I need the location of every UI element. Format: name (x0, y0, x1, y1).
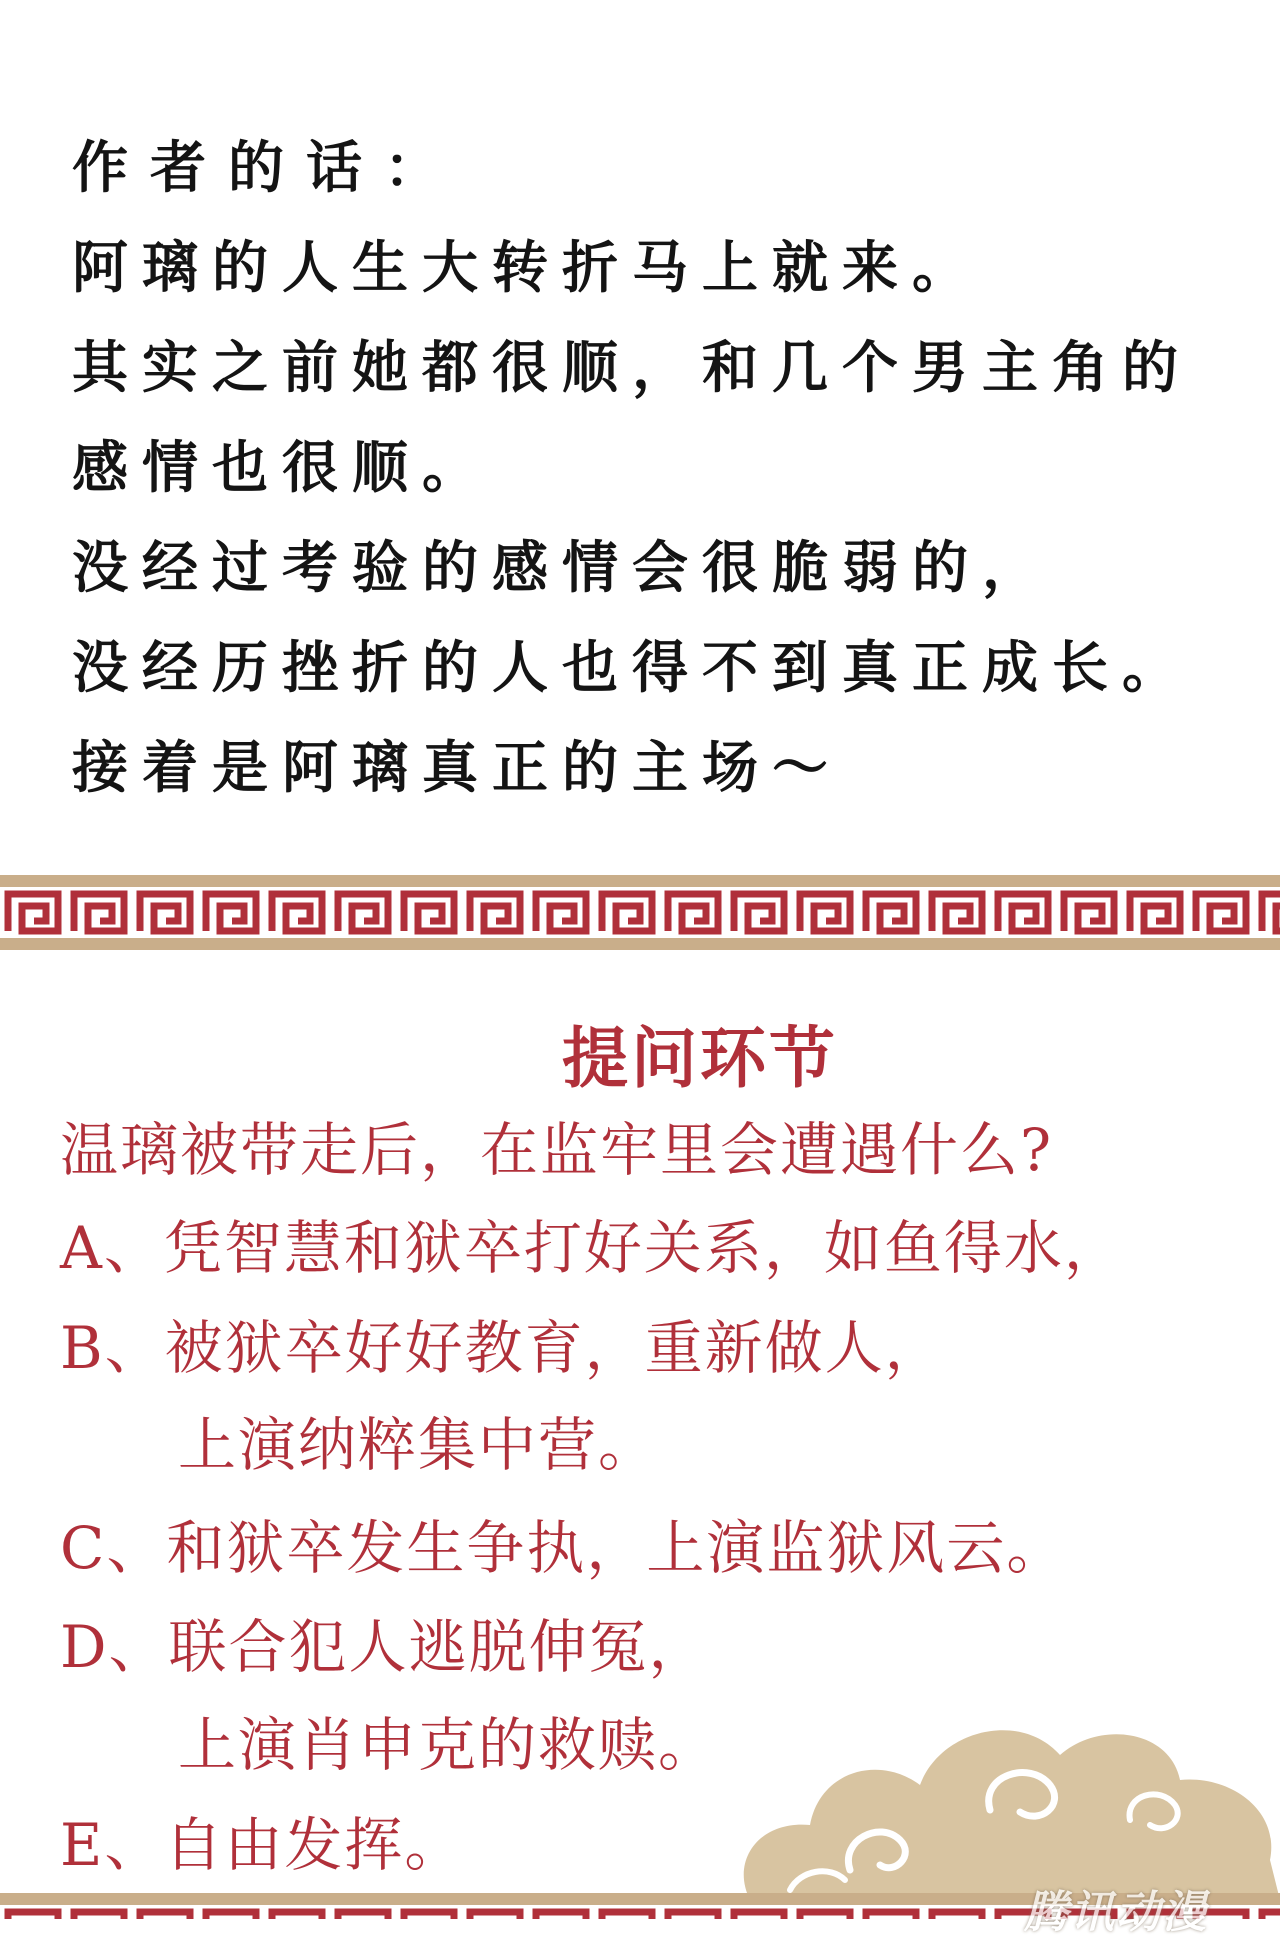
quiz-option-d-continued: 上演肖申克的救赎。 (178, 1711, 719, 1779)
quiz-option-c: C、和狱卒发生争执，上演监狱风云。 (60, 1514, 1067, 1582)
quiz-title: 提问环节 (562, 1020, 838, 1097)
quiz-question: 温璃被带走后，在监牢里会遭遇什么? (60, 1116, 1054, 1184)
author-note-line: 阿璃的人生大转折马上就来。 (72, 235, 982, 301)
author-note-line: 没经过考验的感情会很脆弱的， (72, 535, 1052, 601)
author-note-heading: 作者的话： (72, 135, 462, 201)
quiz-option-b: B、被狱卒好好教育，重新做人， (60, 1314, 945, 1382)
fret-border-top (0, 875, 1280, 950)
quiz-option-e: E、自由发挥。 (60, 1811, 465, 1879)
author-note-line: 其实之前她都很顺，和几个男主角的 (72, 335, 1192, 401)
quiz-option-a: A、凭智慧和狱卒打好关系，如鱼得水， (60, 1214, 1124, 1282)
watermark-logo: 腾讯动漫 (1024, 1887, 1208, 1938)
author-note (72, 118, 1232, 818)
author-note-line: 接着是阿璃真正的主场～ (72, 735, 842, 801)
quiz-option-d: D、联合犯人逃脱伸冤， (60, 1613, 709, 1681)
cloud-decoration (730, 1700, 1280, 1900)
author-note-line: 没经历挫折的人也得不到真正成长。 (72, 635, 1192, 701)
quiz-option-b-continued: 上演纳粹集中营。 (178, 1411, 659, 1479)
author-note-line: 感情也很顺。 (72, 435, 492, 501)
